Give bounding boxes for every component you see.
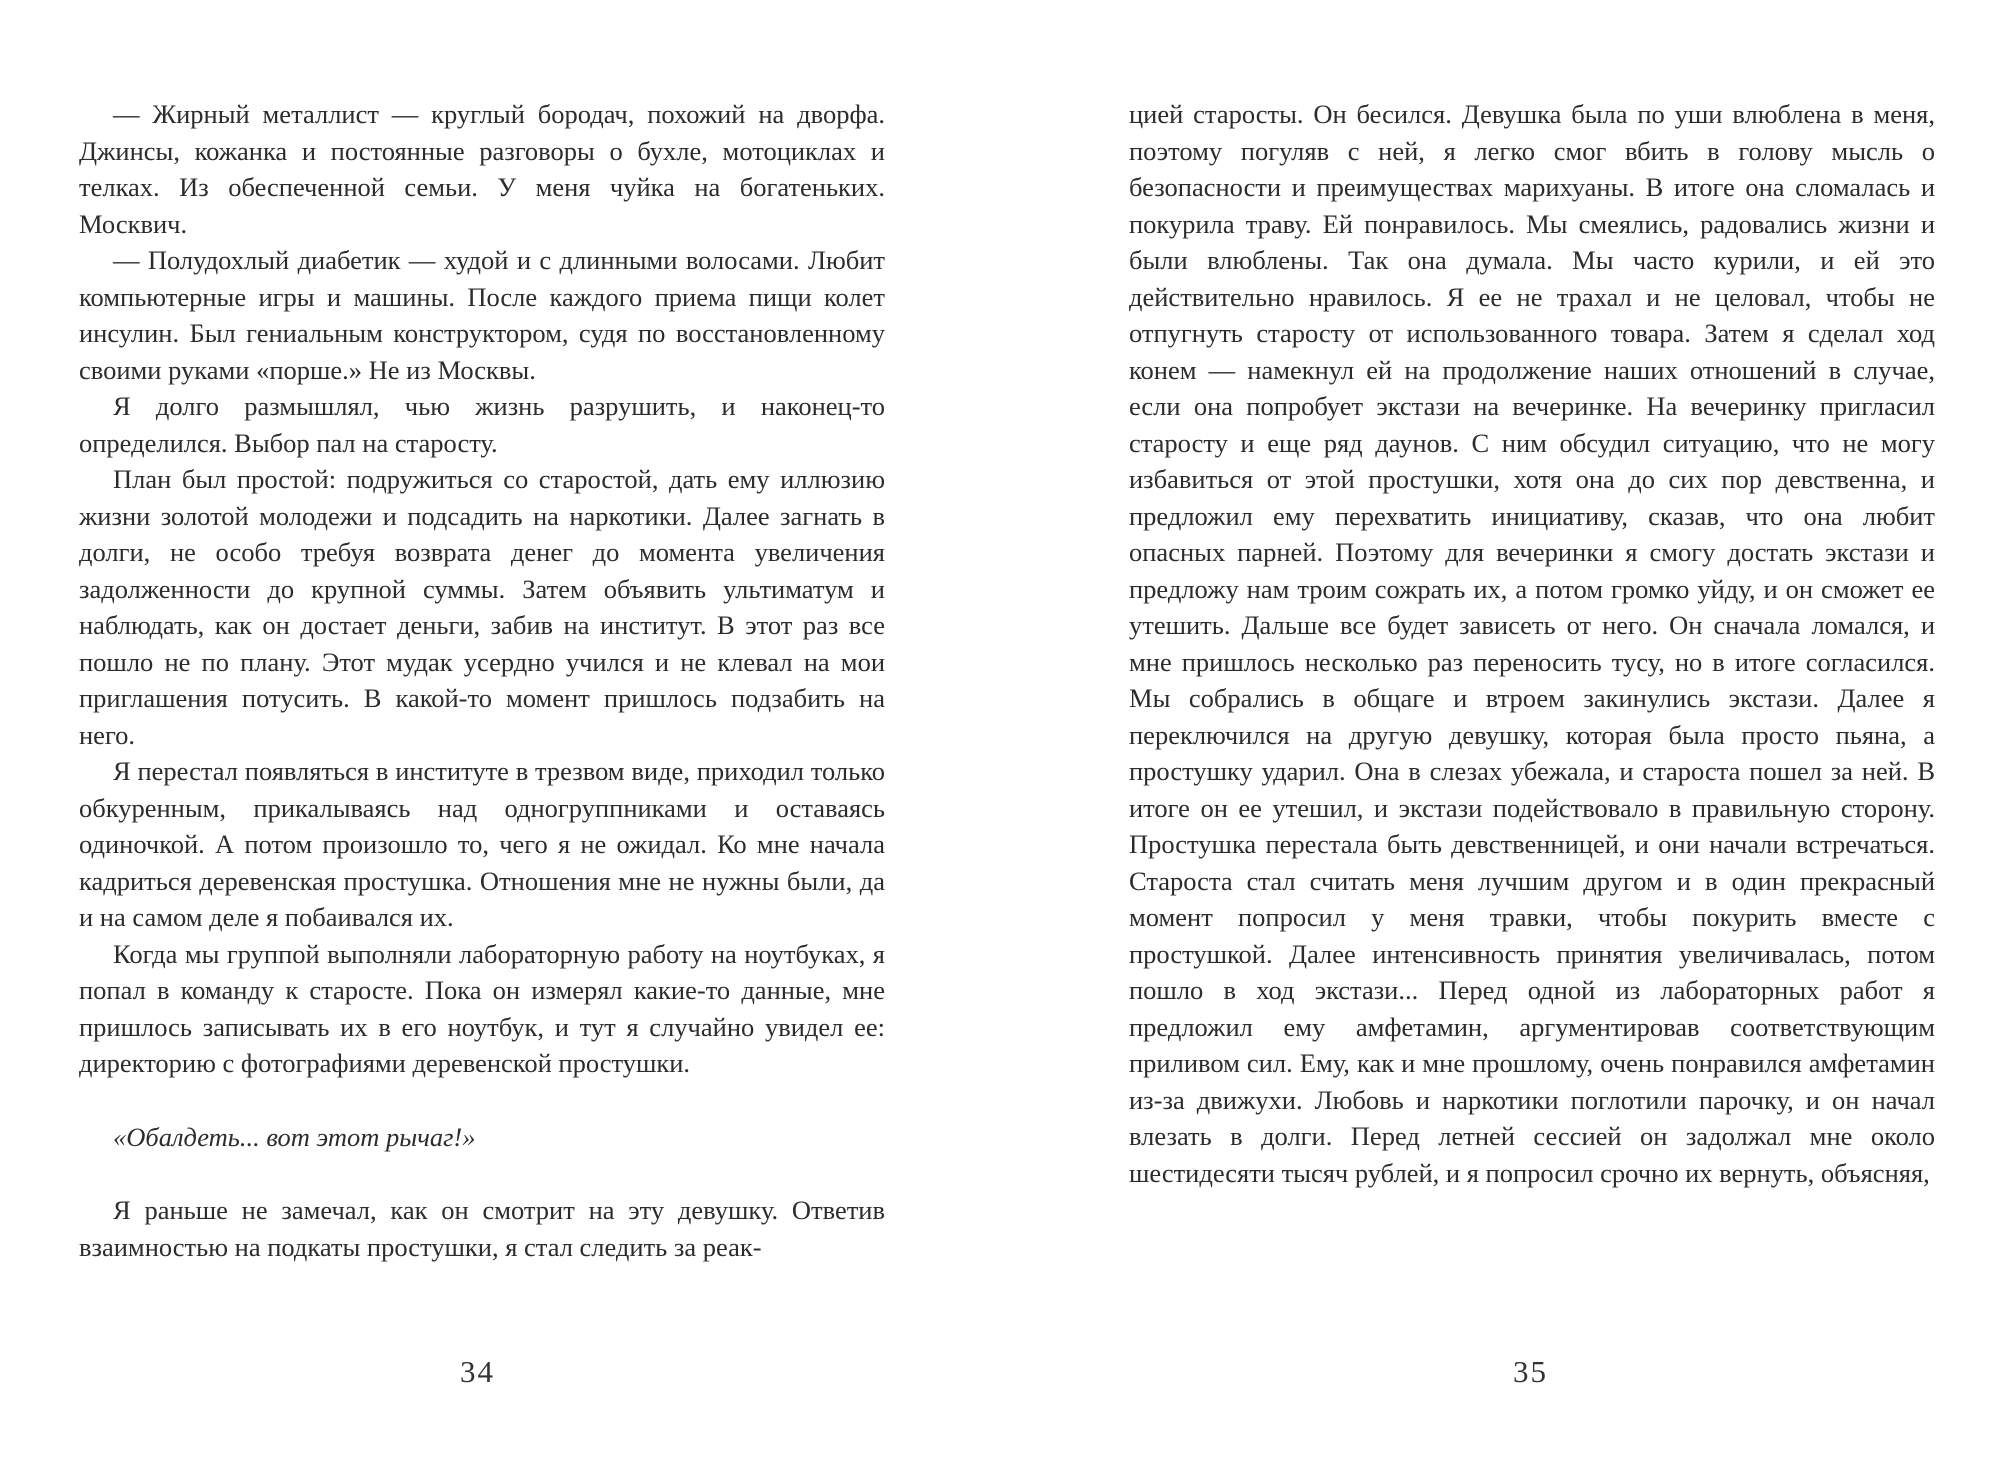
paragraph: — Полудохлый диабетик — худой и с длинными волосами. Любит компьютерные игры и машины. После каждого приема пищи колет инсулин. Был гениальным конструктором, судя по восстановленному своими руками «порше.» Не из Москвы. (79, 245, 885, 385)
paragraph: Я перестал появляться в институте в трезвом виде, приходил только обкуренным, прикалываясь над одногруппниками и оставаясь одиночкой. А потом произошло то, чего я не ожидал. Ко мне начала кадриться деревенская простушка. Отношения мне не нужны были, да и на самом деле я побаивался их. (79, 756, 885, 932)
paragraph: Я раньше не замечал, как он смотрит на эту девушку. Ответив взаимностью на подкаты простушки, я стал следить за реак- (79, 1195, 885, 1262)
paragraph: Я долго размышлял, чью жизнь разрушить, и наконец-то определился. Выбор пал на старосту. (79, 391, 885, 458)
paragraph: — Жирный металлист — круглый бородач, похожий на дворфа. Джинсы, кожанка и постоянные разговоры о бухле, мотоциклах и телках. Из обеспеченной семьи. У меня чуйка на богатеньких. Москвич. (79, 99, 885, 239)
paragraph: цией старосты. Он бесился. Девушка была по уши влюблена в меня, поэтому погуляв с ней, я легко смог вбить в голову мысль о безопасности и преимуществах марихуаны. В итоге она сломалась и покурила траву. Ей понравилось. Мы смеялись, радовались жизни и были влюблены. Так она думала. Мы часто курили, и ей это действительно нравилось. Я ее не трахал и не целовал, чтобы не отпугнуть старосту от использованного товара. Затем я сделал ход конем — намекнул ей на продолжение наших отношений в случае, если она попробует экстази на вечеринке. На вечеринку пригласил старосту и еще ряд даунов. С ним обсудил ситуацию, что не могу избавиться от этой простушки, хотя она до сих пор девственна, и предложил ему перехватить инициативу, сказав, что она любит опасных парней. Поэтому для вечеринки я смогу достать экстази и предложу нам троим сожрать их, а потом громко уйду, и он сможет ее утешить. Дальше все будет зависеть от него. Он сначала ломался, и мне пришлось несколько раз переносить тусу, но в итоге согласился. Мы собрались в общаге и втроем закинулись экстази. Далее я переключился на другую девушку, которая была просто пьяна, а простушку ударил. Она в слезах убежала, и староста пошел за ней. В итоге он ее утешил, и экстази подействовало в правильную сторону. Простушка перестала быть девственницей, и они начали встречаться. Староста стал считать меня лучшим другом и в один прекрасный момент попросил у меня травки, чтобы покурить вместе с простушкой. Далее интенсивность принятия увеличивалась, потом пошло в ход экстази... Перед одной из лабораторных работ я предложил ему амфетамин, аргументировав соответствующим приливом сил. Ему, как и мне прошлому, очень понравился амфетамин из-за движухи. Любовь и наркотики поглотили парочку, и он начал влезать в долги. Перед летней сессией он задолжал мне около шестидесяти тысяч рублей, и я попросил срочно их вернуть, объясняя, (1129, 99, 1935, 1188)
page-number: 35 (1513, 1354, 1548, 1389)
paragraph: Когда мы группой выполняли лабораторную работу на ноутбуках, я попал в команду к старосте. Пока он измерял какие-то данные, мне пришлось записывать их в его ноутбук, и тут я случайно увидел ее: директорию с фотографиями деревенской простушки. (79, 938, 885, 1078)
italic-quote: «Обалдеть... вот этот рычаг!» (113, 1121, 476, 1152)
page-number: 34 (460, 1354, 495, 1389)
right-page (1000, 0, 2000, 1465)
paragraph: План был простой: подружиться со старостой, дать ему иллюзию жизни золотой молодежи и подсадить на наркотики. Далее загнать в долги, не особо требуя возврата денег до момента увеличения задолженности до крупной суммы. Затем объявить ультиматум и наблюдать, как он достает деньги, забив на институт. В этот раз все пошло не по плану. Этот мудак усердно учился и не клевал на мои приглашения потусить. В какой-то момент пришлось подзабить на него. (79, 464, 885, 750)
right-page-text (1129, 96, 1935, 1191)
left-page-text (79, 96, 885, 1265)
